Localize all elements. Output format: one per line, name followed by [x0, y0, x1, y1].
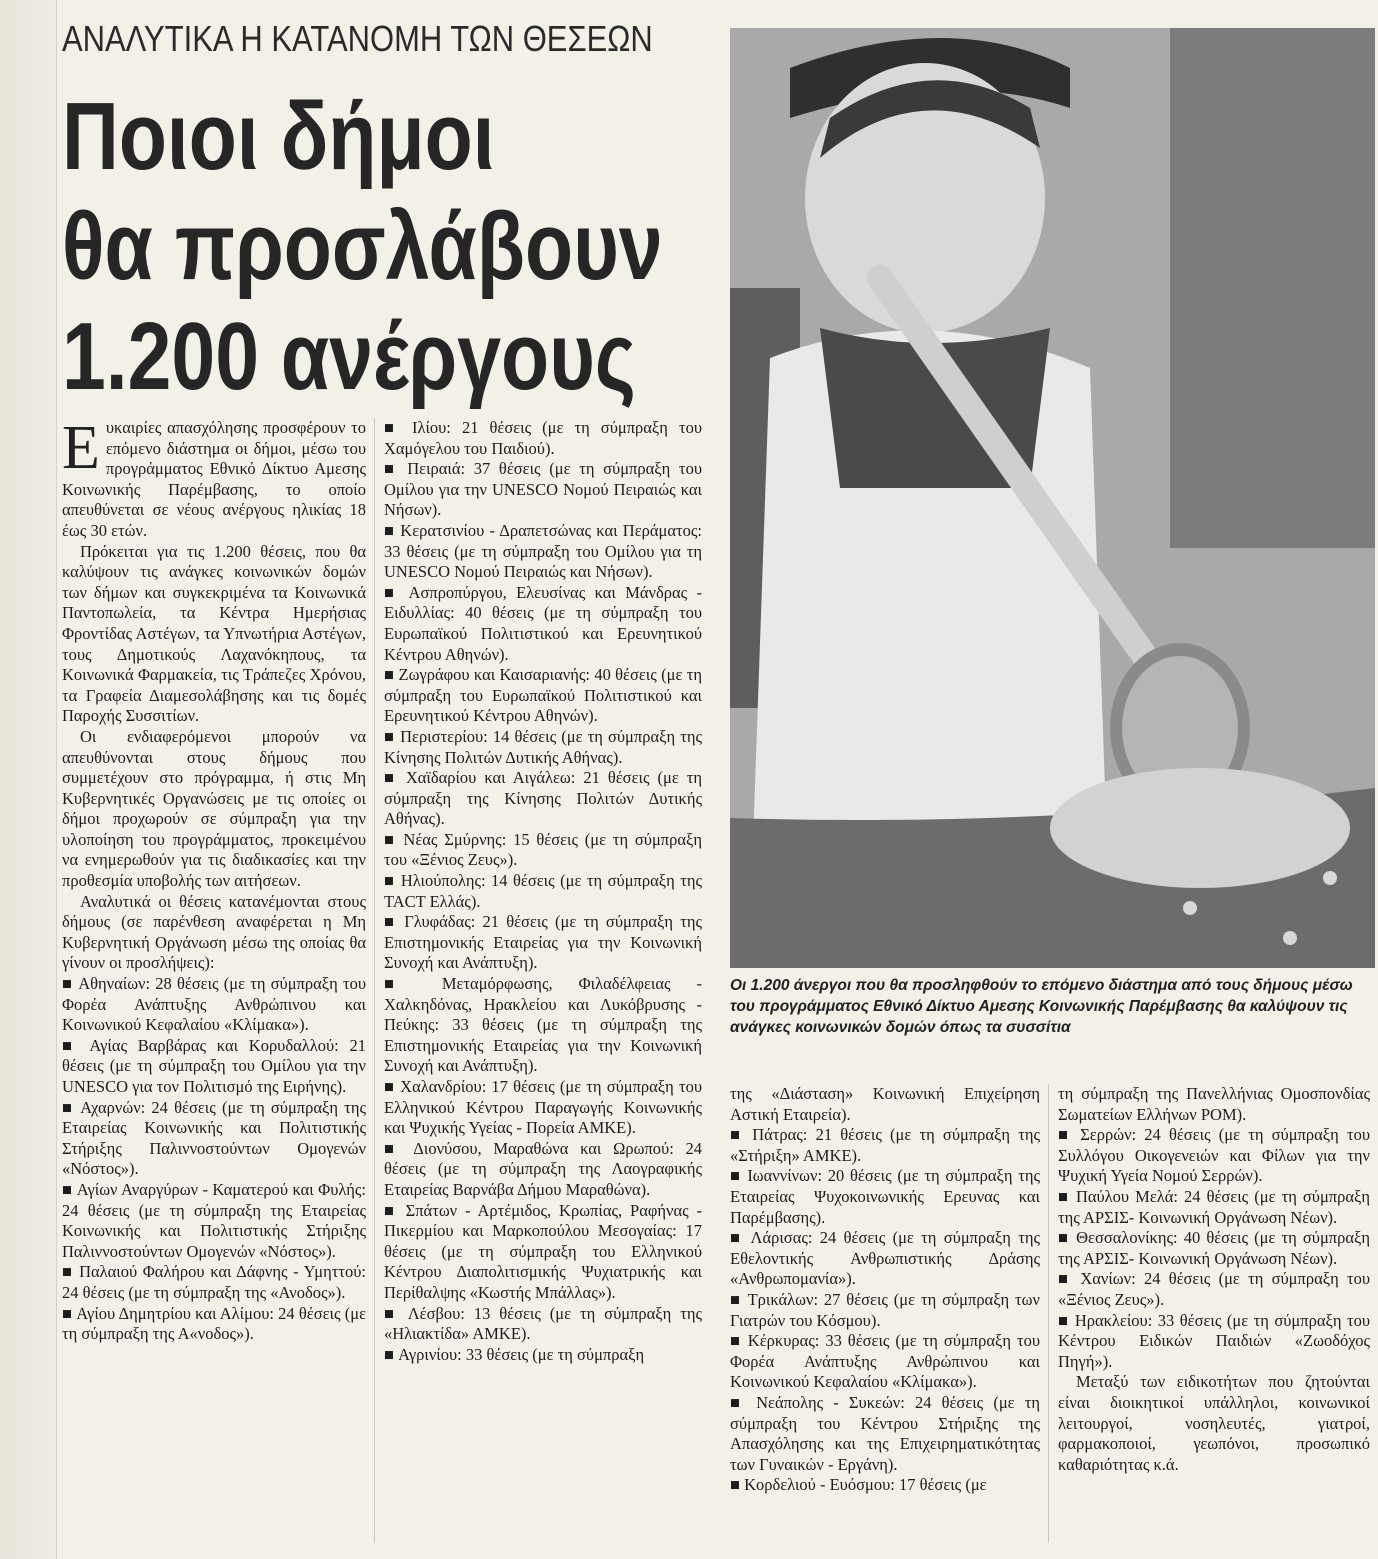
kicker: ΑΝΑΛΥΤΙΚΑ Η ΚΑΤΑΝΟΜΗ ΤΩΝ ΘΕΣΕΩΝ	[62, 18, 653, 59]
municipality-entry: ■ Λάρισας: 24 θέσεις (με τη σύμπραξη της Εθελοντικής Ανθρωπιστικής Δράσης «Ανθρωπομανία»).	[730, 1228, 1040, 1290]
municipality-entry: ■ Διονύσου, Μαραθώνα και Ωρωπού: 24 θέσεις (με τη σύμπραξη της Λαογραφικής Εταιρείας Βαρνάβα Δήμου Μαραθώνα).	[384, 1139, 702, 1201]
municipality-entry: ■ Νεάπολης - Συκεών: 24 θέσεις (με τη σύμπραξη του Κέντρου Στήριξης της Απασχόλησης και της Επιχειρηματικότητας των Γυναικών - Εργάνη).	[730, 1393, 1040, 1475]
municipality-entry: ■ Αγίου Δημητρίου και Αλίμου: 24 θέσεις (με τη σύμπραξη της Α«νοδος»).	[62, 1304, 366, 1345]
lead-paragraph	[62, 414, 366, 542]
woman-ladling-soup-photo	[730, 28, 1375, 968]
headline-line-3: 1.200 ανέργους	[62, 303, 636, 410]
municipality-entry: ■ Ηρακλείου: 33 θέσεις (με τη σύμπραξη του Κέντρου Ειδικών Παιδιών «Ζωοδόχος Πηγή»).	[1058, 1311, 1370, 1373]
municipality-entry: ■ Ηλιούπολης: 14 θέσεις (με τη σύμπραξη της ΤΑCΤ Ελλάς).	[384, 871, 702, 912]
municipality-entry: ■ Χαϊδαρίου και Αιγάλεω: 21 θέσεις (με τη σύμπραξη της Κίνησης Πολιτών Δυτικής Αθήνας).	[384, 768, 702, 830]
municipality-entry: ■ Σπάτων - Αρτέμιδος, Κρωπίας, Ραφήνας - Πικερμίου και Μαρκοπούλου Μεσογαίας: 17 θέσεις (με τη σύμπραξη του Ελληνικού Κέντρου Διαπολιτισμικής Ψυχιατρικής και Περίθαλψης «Κωστής Μπάλλας»).	[384, 1201, 702, 1304]
municipality-entry: ■ Αχαρνών: 24 θέσεις (με τη σύμπραξη της Εταιρείας Κοινωνικής και Πολιτιστικής Στήριξης Παλιννοστούντων Ομογενών «Νόστος»).	[62, 1098, 366, 1180]
headline-line-2: θα προσλάβουν	[62, 193, 663, 300]
municipality-entry: ■ Ιλίου: 21 θέσεις (με τη σύμπραξη του Χαμόγελου του Παιδιού).	[384, 418, 702, 459]
body-paragraph: Πρόκειται για τις 1.200 θέσεις, που θα καλύψουν τις ανάγκες κοινωνικών δομών των δήμων και συγκεκριμένα τα Κοινωνικά Παντοπωλεία, τα Κέντρα Ημερήσιας Φροντίδας Αστέγων, τα Υπνωτήρια Αστέγων, τους Δημοτικούς Λαχανόκηπους, τα Κοινωνικά Φαρμακεία, τις Τράπεζες Χρόνου, τα Γραφεία Διαμεσολάβησης και τις δομές Παροχής Συσσιτίων.	[62, 541, 366, 726]
municipality-entry: ■ Σερρών: 24 θέσεις (με τη σύμπραξη του Συλλόγου Οικογενειών και Φίλων για την Ψυχική Υγεία Νομού Σερρών).	[1058, 1125, 1370, 1187]
municipality-entry: ■ Κορδελιού - Ευόσμου: 17 θέσεις (με	[730, 1475, 1040, 1496]
municipality-entry: ■ Πειραιά: 37 θέσεις (με τη σύμπραξη του Ομίλου για την UNESCO Νομού Πειραιώς και Νήσων).	[384, 459, 702, 521]
municipality-entry: ■ Αγίων Αναργύρων - Καματερού και Φυλής: 24 θέσεις (με τη σύμπραξη της Εταιρείας Κοινωνικής και Πολιτιστικής Στήριξης Παλιννοστούντων Ομογενών «Νόστος»).	[62, 1180, 366, 1262]
adjacent-column-bleed	[0, 0, 57, 1559]
continued-text: τη σύμπραξη της Πανελλήνιας Ομοσπονδίας Σωματείων Ελλήνων ΡΟΜ).	[1058, 1084, 1370, 1124]
municipality-entry: ■ Παύλου Μελά: 24 θέσεις (με τη σύμπραξη της ΑΡΣΙΣ- Κοινωνική Οργάνωση Νέων).	[1058, 1187, 1370, 1228]
municipality-entry: ■ Κέρκυρας: 33 θέσεις (με τη σύμπραξη του Φορέα Ανάπτυξης Ανθρώπινου και Κοινωνικού Κεφαλαίου «Κλίμακα»).	[730, 1331, 1040, 1393]
municipality-entry: ■ Θεσσαλονίκης: 40 θέσεις (με τη σύμπραξη της ΑΡΣΙΣ- Κοινωνική Οργάνωση Νέων).	[1058, 1228, 1370, 1269]
article-column-3	[730, 1084, 1040, 1496]
municipality-entry: ■ Νέας Σμύρνης: 15 θέσεις (με τη σύμπραξη του «Ξένιος Ζευς»).	[384, 830, 702, 871]
municipality-entry: ■ Ζωγράφου και Καισαριανής: 40 θέσεις (με τη σύμπραξη του Ευρωπαϊκού Πολιτιστικού και Ερευνητικού Κέντρου Αθηνών).	[384, 665, 702, 727]
column-divider	[1048, 1084, 1049, 1543]
headline	[62, 82, 663, 412]
municipality-entry: ■ Περιστερίου: 14 θέσεις (με τη σύμπραξη της Κίνησης Πολιτών Δυτικής Αθήνας).	[384, 727, 702, 768]
municipality-entry: ■ Αγίας Βαρβάρας και Κορυδαλλού: 21 θέσεις (με τη σύμπραξη του Ομίλου για την UNESCO για τον Πολιτισμό της Ειρήνης).	[62, 1036, 366, 1098]
column-divider	[374, 418, 375, 1543]
dropcap: Ε	[62, 414, 100, 482]
municipality-entry: ■ Γλυφάδας: 21 θέσεις (με τη σύμπραξη της Επιστημονικής Εταιρείας για την Κοινωνική Συνοχή και Ανάπτυξη).	[384, 912, 702, 974]
municipality-entry: ■ Ασπροπύργου, Ελευσίνας και Μάνδρας - Ειδυλλίας: 40 θέσεις (με τη σύμπραξη του Ευρωπαϊκού Πολιτιστικού και Ερευνητικού Κέντρου Αθηνών).	[384, 583, 702, 665]
photo-illustration	[730, 28, 1375, 968]
continued-text: της «Διάσταση» Κοινωνική Επιχείρηση Αστική Εταιρεία).	[730, 1084, 1040, 1124]
municipality-entry: ■ Αθηναίων: 28 θέσεις (με τη σύμπραξη του Φορέα Ανάπτυξης Ανθρώπινου και Κοινωνικού Κεφαλαίου «Κλίμακα»).	[62, 974, 366, 1036]
municipality-entry: ■ Χανίων: 24 θέσεις (με τη σύμπραξη του «Ξένιος Ζευς»).	[1058, 1269, 1370, 1310]
municipality-entry: ■ Παλαιού Φαλήρου και Δάφνης - Υμηττού: 24 θέσεις (με τη σύμπραξη της «Ανοδος»).	[62, 1262, 366, 1303]
body-paragraph: Οι ενδιαφερόμενοι μπορούν να απευθύνονται στους δήμους που συμμετέχουν στο πρόγραμμα, ή στις Μη Κυβερνητικές Οργανώσεις με τις οποίες οι δήμοι προχωρούν σε σύμπραξη για την υλοποίηση του προγράμματος, προκειμένου να ενημερωθούν για τις διαδικασίες και την προθεσμία υποβολής των αιτήσεων.	[62, 726, 366, 891]
article-column-2	[384, 418, 702, 1365]
headline-line-1: Ποιοι δήμοι	[62, 83, 495, 190]
photo-caption: Οι 1.200 άνεργοι που θα προσληφθούν το επόμενο διάστημα από τους δήμους μέσω του προγράμματος Εθνικό Δίκτυο Αμεσης Κοινωνικής Παρέμβασης θα καλύψουν τις ανάγκες κοινωνικών δομών όπως τα συσσίτια	[730, 977, 1353, 1036]
municipality-entry: ■ Τρικάλων: 27 θέσεις (με τη σύμπραξη των Γιατρών του Κόσμου).	[730, 1290, 1040, 1331]
municipality-entry: ■ Πάτρας: 21 θέσεις (με τη σύμπραξη της «Στήριξη» ΑΜΚΕ).	[730, 1125, 1040, 1166]
municipality-entry: ■ Μεταμόρφωσης, Φιλαδέλφειας - Χαλκηδόνας, Ηρακλείου και Λυκόβρυσης - Πεύκης: 33 θέσεις (με τη σύμπραξη της Επιστημονικής Εταιρείας για την Κοινωνική Συνοχή και Ανάπτυξη).	[384, 974, 702, 1077]
municipality-entry: ■ Αγρινίου: 33 θέσεις (με τη σύμπραξη	[384, 1345, 702, 1366]
municipality-entry: ■ Κερατσινίου - Δραπετσώνας και Περάματος: 33 θέσεις (με τη σύμπραξη του Ομίλου για τη UNESCO Νομού Πειραιώς και Νήσων).	[384, 521, 702, 583]
body-paragraph: Αναλυτικά οι θέσεις κατανέμονται στους δήμους (σε παρένθεση αναφέρεται η Μη Κυβερνητική Οργάνωση μέσω της οποίας θα γίνουν οι προσλήψεις):	[62, 891, 366, 973]
municipality-entry: ■ Ιωαννίνων: 20 θέσεις (με τη σύμπραξη της Εταιρείας Ψυχοκοινωνικής Ερευνας και Παρέμβασης).	[730, 1166, 1040, 1228]
closing-paragraph: Μεταξύ των ειδικοτήτων που ζητούνται είναι διοικητικοί υπάλληλοι, κοινωνικοί λειτουργοί, νοσηλευτές, γιατροί, φαρμακοποιοί, γεωπόνοι, προσωπικό καθαριότητας κ.ά.	[1058, 1372, 1370, 1474]
municipality-entry: ■ Χαλανδρίου: 17 θέσεις (με τη σύμπραξη του Ελληνικού Κέντρου Παραγωγής Κοινωνικής και Ψυχικής Υγείας - Πορεία ΑΜΚΕ).	[384, 1077, 702, 1139]
lead-text: υκαιρίες απασχόλησης προσφέρουν το επόμενο διάστημα οι δήμοι, μέσω του προγράμματος Εθνικό Δίκτυο Αμεσης Κοινωνικής Παρέμβασης, το οποίο απευθύνεται σε νέους ανέργους ηλικίας 18 έως 30 ετών.	[62, 418, 366, 540]
municipality-entry: ■ Λέσβου: 13 θέσεις (με τη σύμπραξη της «Ηλιακτίδα» ΑΜΚΕ).	[384, 1304, 702, 1345]
article-column-4	[1058, 1084, 1370, 1475]
article-column-1	[62, 414, 367, 1345]
